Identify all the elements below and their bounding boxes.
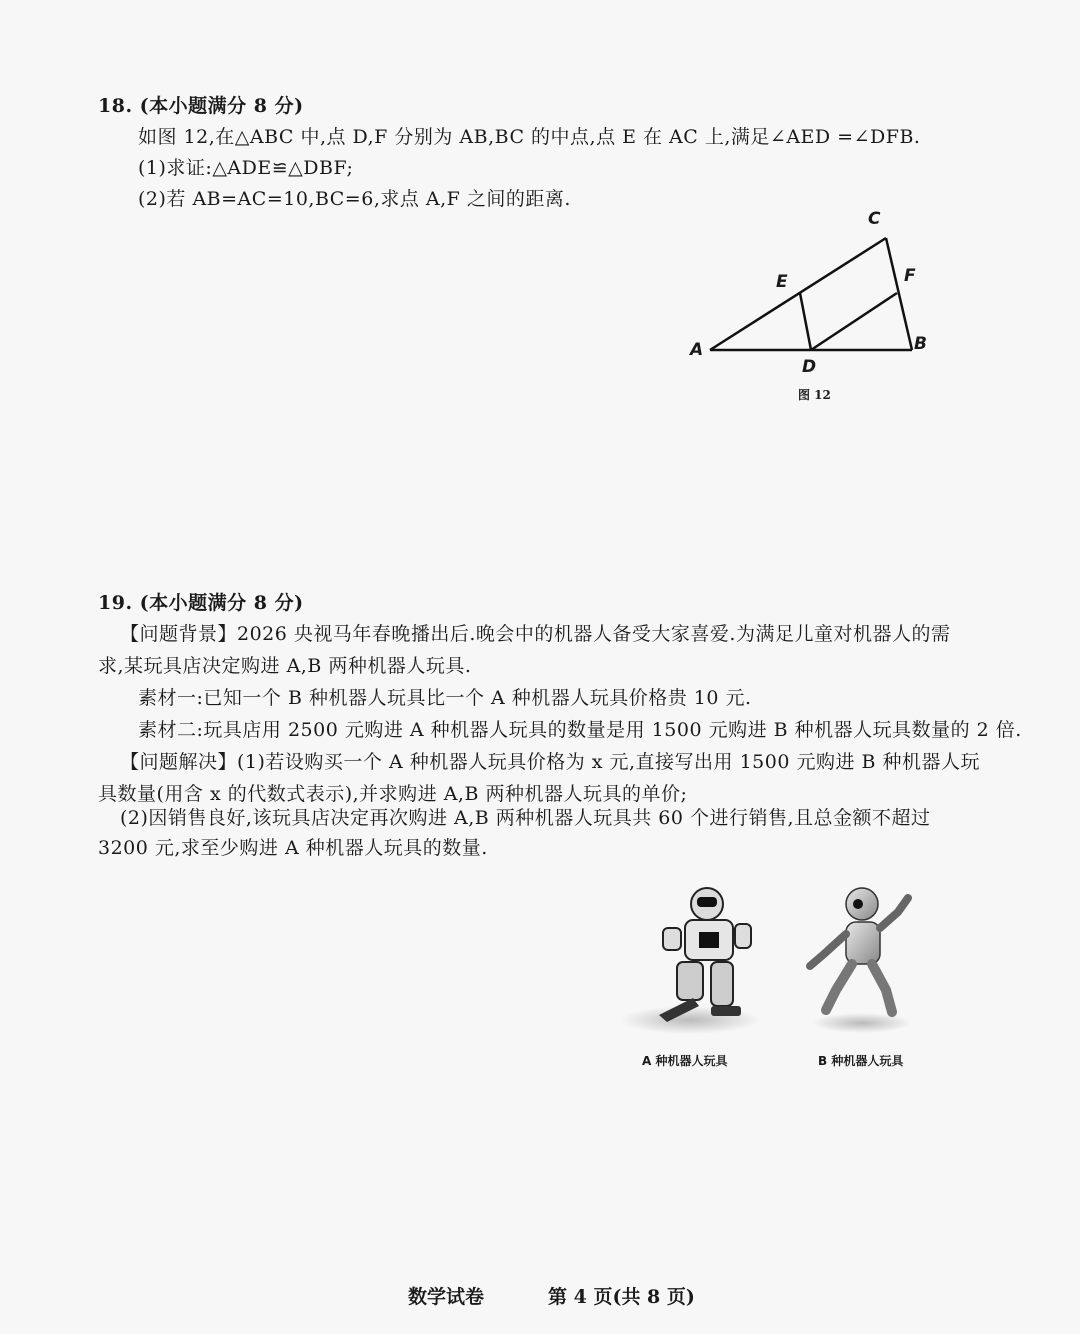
robot-a-caption: A 种机器人玩具 [642, 1054, 728, 1068]
q19-solve-line2: 具数量(用含 x 的代数式表示),并求购进 A,B 两种机器人玩具的单价; [98, 783, 688, 805]
q19-heading: 19. (本小题满分 8 分) [98, 592, 304, 614]
figure-12-triangle [690, 200, 950, 390]
segment-ed [800, 293, 811, 350]
q18-part1: (1)求证:△ADE≌△DBF; [138, 157, 354, 179]
robot-b-caption: B 种机器人玩具 [818, 1054, 904, 1068]
q19-part2-line2: 3200 元,求至少购进 A 种机器人玩具的数量. [98, 837, 488, 859]
segment-df [811, 293, 897, 350]
robot-a-image [615, 880, 765, 1040]
point-e-label: E [776, 272, 788, 292]
figure-caption: 图 12 [798, 388, 831, 402]
point-c-label: C [868, 209, 881, 229]
point-a-label: A [690, 340, 704, 360]
q19-material2: 素材二:玩具店用 2500 元购进 A 种机器人玩具的数量是用 1500 元购进 B 种机器人玩具数量的 2 倍. [138, 719, 1022, 741]
q18-stem: 如图 12,在△ABC 中,点 D,F 分别为 AB,BC 的中点,点 E 在 AC 上,满足∠AED =∠DFB. [138, 126, 921, 148]
point-f-label: F [904, 266, 916, 286]
footer-subject: 数学试卷 [408, 1286, 485, 1308]
segment-cb [886, 238, 912, 350]
q18-heading: 18. (本小题满分 8 分) [98, 95, 304, 117]
footer-page-number: 第 4 页(共 8 页) [548, 1286, 695, 1308]
robot-b-image [800, 878, 940, 1040]
q19-background-line1: 【问题背景】2026 央视马年春晚播出后.晚会中的机器人备受大家喜爱.为满足儿童对机器人的需 [120, 623, 951, 645]
q19-background-line2: 求,某玩具店决定购进 A,B 两种机器人玩具. [98, 655, 472, 677]
q19-solve-line1: 【问题解决】(1)若设购买一个 A 种机器人玩具价格为 x 元,直接写出用 1500 元购进 B 种机器人玩 [120, 751, 981, 773]
q18-part2: (2)若 AB=AC=10,BC=6,求点 A,F 之间的距离. [138, 188, 571, 210]
q19-part2-line1: (2)因销售良好,该玩具店决定再次购进 A,B 两种机器人玩具共 60 个进行销售,且总金额不超过 [120, 807, 931, 829]
point-b-label: B [914, 334, 927, 354]
segment-ac [710, 238, 886, 350]
q19-material1: 素材一:已知一个 B 种机器人玩具比一个 A 种机器人玩具价格贵 10 元. [138, 687, 752, 709]
point-d-label: D [802, 357, 817, 377]
